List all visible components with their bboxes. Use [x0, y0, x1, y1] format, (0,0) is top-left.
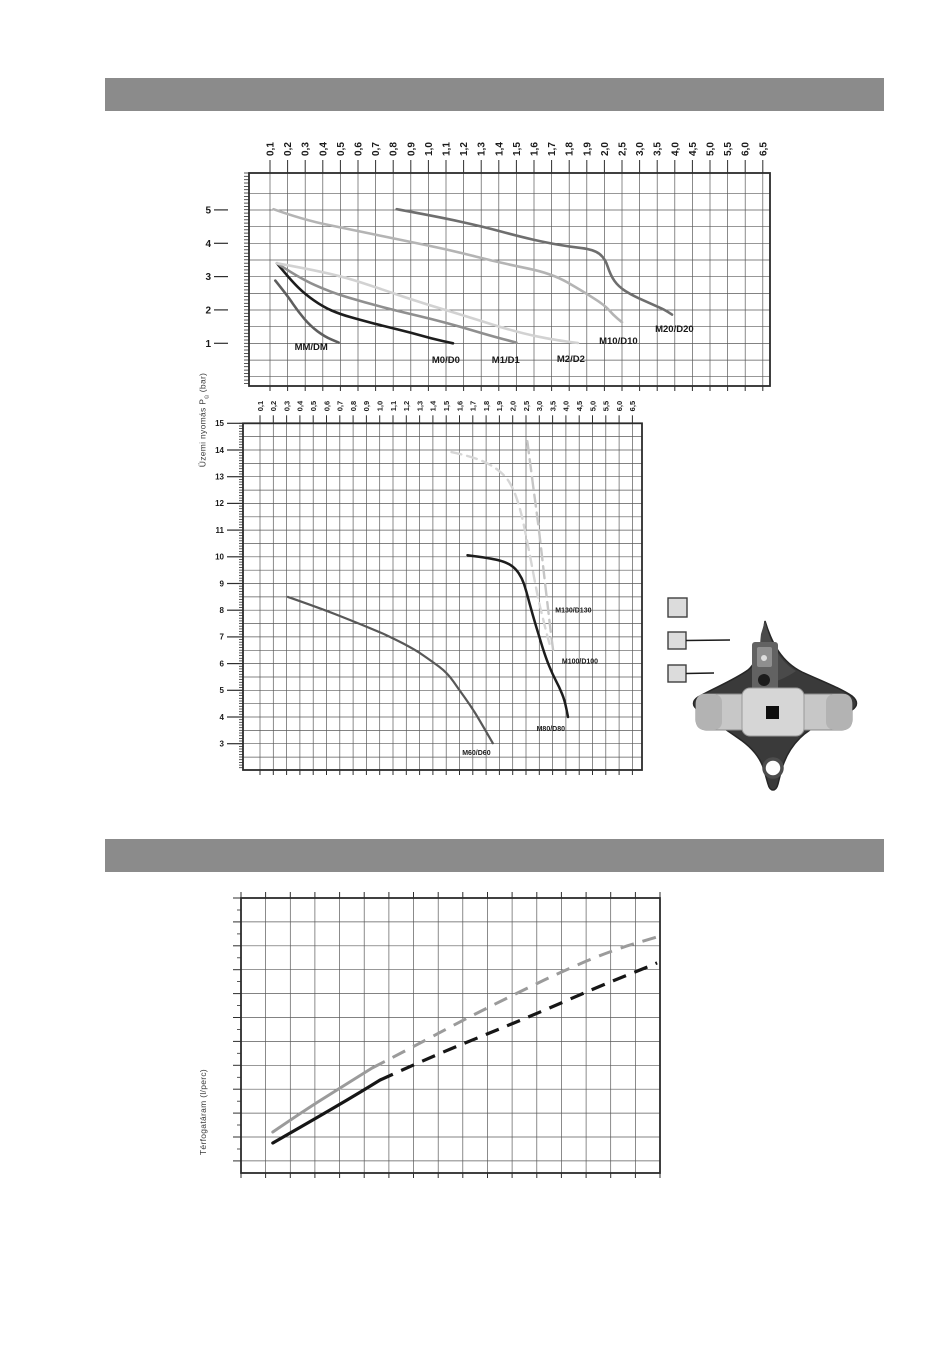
callout-markers: [668, 598, 730, 682]
x-tick-label: 1,9: [495, 400, 505, 412]
x-tick-label: 1,8: [564, 142, 576, 156]
y-tick-label: 3: [219, 739, 224, 749]
y-tick-label: 9: [219, 579, 224, 589]
chart-operating-pressure-low-range: [205, 142, 770, 391]
x-tick-label: 0,6: [322, 400, 332, 412]
x-tick-label: 0,4: [318, 142, 330, 156]
x-tick-label: 0,2: [269, 400, 279, 412]
x-tick-label: 1,2: [459, 142, 471, 156]
x-tick-label: 6,0: [740, 142, 752, 156]
x-tick-label: 2,5: [521, 400, 531, 412]
chart-operating-pressure-high-range: [215, 400, 642, 775]
chart-flow-rate: [233, 892, 660, 1178]
series-curve-upper-gray-curve-dashed: [372, 937, 657, 1068]
series-label-M1-D1: M1/D1: [491, 355, 520, 366]
x-tick-label: 0,4: [295, 400, 305, 412]
series-label-M10-D10: M10/D10: [599, 336, 638, 347]
x-tick-label: 0,1: [255, 400, 265, 412]
x-tick-label: 6,5: [758, 142, 770, 156]
chart-grid: [241, 898, 660, 1173]
series-curve-M60-D60: [288, 597, 493, 743]
y-tick-label: 2: [205, 305, 211, 317]
axis-ticks: [227, 415, 632, 775]
x-tick-label: 0,5: [309, 400, 318, 412]
series-label-M100-D100: M100/D100: [561, 658, 599, 666]
y-tick-label: 4: [219, 712, 224, 722]
series-label-M130-D130: M130/D130: [555, 607, 592, 615]
y-tick-label: 11: [215, 525, 224, 535]
valve-top-port: [758, 674, 770, 686]
series-label-M80-D80: M80/D80: [536, 726, 566, 734]
x-tick-label: 0,7: [335, 400, 345, 412]
x-tick-label: 1,0: [375, 400, 385, 412]
y-tick-label: 1: [205, 338, 211, 350]
x-tick-label: 1,7: [468, 400, 478, 412]
pressure-axis-title-text: Üzemi nyomás P: [197, 398, 208, 468]
callout-square-2: [668, 632, 686, 649]
x-tick-label: 6,0: [614, 400, 624, 412]
valve-lever-left-cap: [696, 694, 722, 730]
x-tick-label: 5,5: [723, 142, 735, 156]
x-tick-label: 3,5: [652, 142, 664, 156]
series-curve-M1-D1: [277, 263, 516, 342]
x-tick-label: 0,8: [388, 142, 400, 156]
x-tick-label: 1,0: [423, 142, 435, 156]
x-tick-label: 1,2: [402, 400, 412, 412]
x-tick-label: 5,0: [588, 400, 598, 412]
x-tick-label: 1,8: [481, 400, 491, 412]
callout-line-3: [686, 673, 714, 674]
y-tick-label: 6: [219, 659, 224, 669]
axis-ticks: [233, 892, 660, 1178]
series-curve-M100-D100: [452, 452, 551, 648]
pressure-axis-title-subscript: ü: [203, 394, 211, 399]
y-tick-label: 3: [205, 272, 211, 284]
valve-mounting-hole: [764, 759, 782, 777]
x-tick-label: 1,5: [511, 142, 523, 156]
y-tick-label: 7: [219, 632, 224, 642]
x-tick-label: 1,7: [547, 142, 559, 156]
series-label-M60-D60: M60/D60: [462, 750, 491, 758]
x-tick-label: 1,1: [441, 142, 453, 156]
series-curve-M2-D2: [277, 263, 578, 343]
pressure-axis-title-unit: (bar): [197, 372, 208, 395]
x-tick-label: 4,0: [670, 142, 682, 156]
chart-frame: [241, 898, 660, 1173]
y-tick-label: 13: [215, 472, 224, 482]
x-tick-label: 0,2: [283, 142, 295, 156]
callout-square-3: [668, 665, 686, 682]
x-tick-label: 2,5: [617, 142, 629, 156]
x-tick-label: 2,0: [508, 400, 518, 412]
y-tick-label: 5: [219, 686, 224, 696]
x-tick-label: 0,3: [300, 142, 312, 156]
valve-top-screw: [761, 655, 767, 661]
series-label-MM-DM: MM/DM: [294, 342, 328, 353]
x-tick-label: 6,5: [628, 400, 638, 412]
chart-grid: [243, 423, 642, 770]
x-tick-label: 1,5: [442, 400, 451, 412]
x-tick-label: 5,0: [705, 142, 717, 156]
series-curve-lower-black-curve-dashed: [380, 963, 657, 1080]
y-tick-label: 14: [215, 445, 224, 455]
x-tick-label: 3,5: [548, 400, 558, 412]
axis-tick-labels: [215, 400, 637, 748]
x-tick-label: 1,6: [529, 142, 541, 156]
x-tick-label: 0,9: [406, 142, 418, 156]
x-tick-label: 1,3: [476, 142, 488, 156]
x-tick-label: 0,6: [353, 142, 365, 156]
x-tick-label: 1,9: [582, 142, 594, 156]
flow-axis-title-text: Térfogatáram (l/perc): [198, 1068, 208, 1156]
series-label-M0-D0: M0/D0: [431, 355, 460, 366]
y-tick-label: 4: [205, 238, 211, 250]
x-tick-label: 1,3: [415, 400, 425, 412]
y-tick-label: 15: [215, 419, 224, 429]
x-tick-label: 4,0: [561, 400, 571, 412]
series-label-M2-D2: M2/D2: [556, 354, 585, 365]
x-tick-label: 1,1: [388, 400, 398, 412]
x-tick-label: 3,0: [635, 142, 647, 156]
x-tick-label: 0,9: [362, 400, 372, 412]
series-curve-M130-D130: [527, 441, 553, 650]
callout-line-2: [686, 640, 730, 641]
x-tick-label: 1,4: [428, 400, 438, 412]
series-label-M20-D20: M20/D20: [655, 324, 694, 335]
x-tick-label: 4,5: [687, 142, 699, 156]
y-tick-label: 5: [205, 205, 211, 217]
x-tick-label: 1,6: [455, 400, 465, 412]
x-tick-label: 0,1: [265, 142, 277, 156]
product-photo: [694, 621, 857, 790]
x-tick-label: 0,8: [348, 400, 358, 412]
x-tick-label: 1,4: [494, 142, 506, 156]
series-curve-M10-D10: [274, 209, 623, 322]
x-tick-label: 3,0: [535, 400, 545, 412]
valve-center-dot: [766, 706, 779, 719]
y-tick-label: 10: [215, 552, 224, 562]
x-tick-label: 0,7: [371, 142, 383, 156]
callout-square-1: [668, 598, 687, 617]
x-tick-label: 0,3: [282, 400, 292, 412]
x-tick-label: 4,5: [575, 400, 584, 412]
y-tick-label: 12: [215, 499, 224, 509]
x-tick-label: 5,5: [601, 400, 611, 412]
y-tick-label: 8: [219, 606, 224, 615]
valve-lever-right-cap: [826, 694, 852, 730]
x-tick-label: 2,0: [599, 142, 611, 156]
x-tick-label: 0,5: [335, 142, 347, 156]
series-curve-upper-gray-curve-solid: [273, 1068, 372, 1132]
